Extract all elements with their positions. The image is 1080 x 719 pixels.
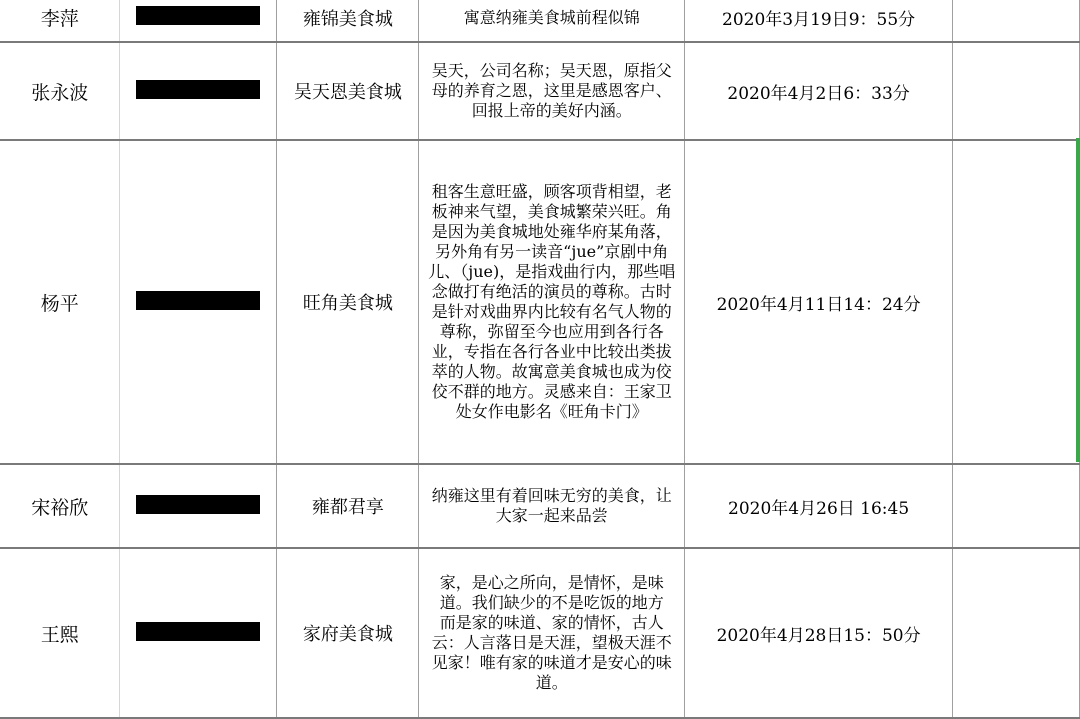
meaning-text: 吴天，公司名称；吴天恩，原指父母的养育之恩，这里是感恩客户、回报上帝的美好内涵。 xyxy=(431,61,672,120)
empty-cell xyxy=(953,464,1080,548)
meaning-cell xyxy=(419,464,685,548)
name-cell: 李萍 xyxy=(0,0,120,42)
meaning-cell xyxy=(419,140,685,464)
redaction-bar xyxy=(136,6,260,25)
redacted-phone-cell xyxy=(120,548,277,718)
store-name-cell: 雍都君享 xyxy=(277,464,419,548)
cell-selection-edge xyxy=(1076,138,1080,462)
store-name-cell: 旺角美食城 xyxy=(277,140,419,464)
redacted-phone-cell xyxy=(120,140,277,464)
empty-cell xyxy=(953,140,1080,464)
redaction-bar xyxy=(136,80,260,99)
meaning-text: 家，是心之所向，是情怀，是味道。我们缺少的不是吃饭的地方 而是家的味道、家的情怀，古人云：人言落日是天涯，望极天涯不见家！唯有家的味道才是安心的味道。 xyxy=(431,573,696,692)
time-cell: 2020年4月28日15：50分 xyxy=(685,548,953,718)
store-name-cell: 雍锦美食城 xyxy=(277,0,419,42)
name-cell: 杨平 xyxy=(0,140,120,464)
store-name-cell: 家府美食城 xyxy=(277,548,419,718)
meaning-cell xyxy=(419,548,696,718)
empty-cell xyxy=(953,548,1080,718)
redaction-bar xyxy=(136,495,260,514)
table-row xyxy=(0,464,1080,548)
time-cell: 2020年3月19日9：55分 xyxy=(685,0,953,42)
store-name-cell: 吴天恩美食城 xyxy=(277,42,419,140)
table-row xyxy=(0,140,1080,464)
time-cell: 2020年4月26日 16:45 xyxy=(685,464,953,548)
time-cell: 2020年4月2日6：33分 xyxy=(685,42,953,140)
redacted-phone-cell xyxy=(120,42,277,140)
table-row xyxy=(0,0,1080,42)
meaning-text: 租客生意旺盛，顾客项背相望，老板神来气望，美食城繁荣兴旺。角是因为美食城地处雍华府某角落，另外角有另一读音“jue”京剧中角儿、（jue)，是指戏曲行内，那些唱念做打有绝活的演员的尊称。古时是针对戏曲界内比较有名气人物的尊称，弥留至今也应用到各行各业，专指在各行各业中比较出类拔萃的人物。故寓意美食城也成为佼佼不群的地方。灵感来自：王家卫处女作电影名《旺角卡门》 xyxy=(428,182,676,421)
meaning-text: 纳雍这里有着回味无穷的美食，让大家一起来品尝 xyxy=(431,486,672,525)
name-cell: 张永波 xyxy=(0,42,120,140)
table-row xyxy=(0,42,1080,140)
table-row xyxy=(0,548,1080,718)
name-cell: 宋裕欣 xyxy=(0,464,120,548)
time-cell: 2020年4月11日14：24分 xyxy=(685,140,953,464)
meaning-cell xyxy=(419,42,685,140)
redaction-bar xyxy=(136,291,260,310)
name-cell: 王熙 xyxy=(0,548,120,718)
empty-cell xyxy=(953,0,1080,42)
empty-cell xyxy=(953,42,1080,140)
meaning-text: 寓意纳雍美食城前程似锦 xyxy=(463,7,640,27)
redaction-bar xyxy=(136,622,260,641)
meaning-cell xyxy=(419,0,685,42)
redacted-phone-cell xyxy=(120,464,277,548)
redacted-phone-cell xyxy=(120,0,277,42)
